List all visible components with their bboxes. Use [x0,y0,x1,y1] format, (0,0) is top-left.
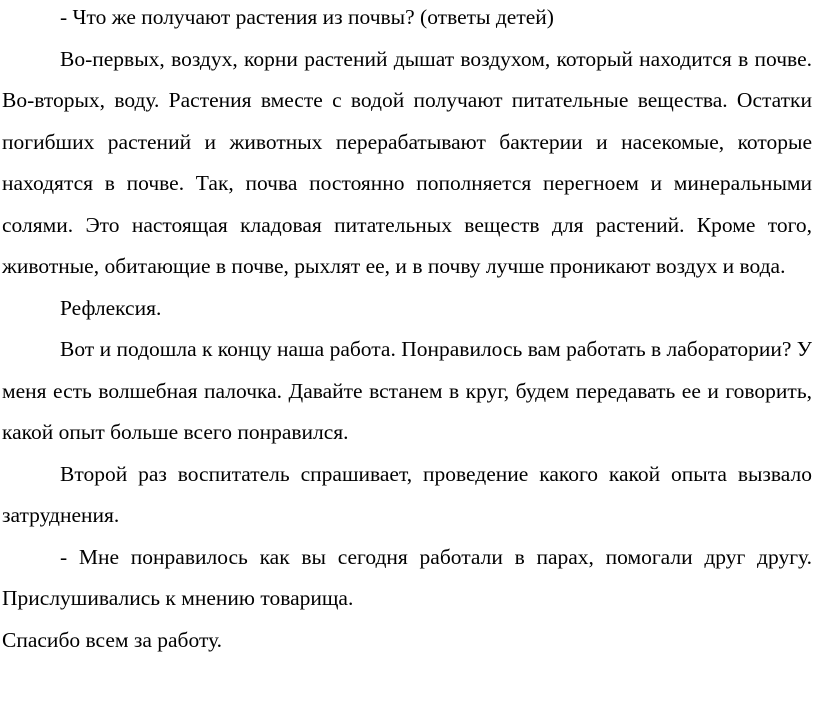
conclusion-paragraph: Вот и подошла к концу наша работа. Понравилось вам работать в лаборатории? У меня есть волшебная палочка. Давайте встанем в круг, будем передавать ее и говорить, какой опыт больше всего понравился. [2,337,812,444]
thanks-paragraph: Спасибо всем за работу. [2,627,223,652]
reflection-heading: Рефлексия. [60,295,162,320]
answer-paragraph: Во-первых, воздух, корни растений дышат воздухом, который находится в почве. Во-вторых, воду. Растения вместе с водой получают питательные вещества. Остатки погибших растений и животных перерабатывают бактерии и насекомые, которые находятся в почве. Так, почва постоянно пополняется перегноем и минеральными солями. Это настоящая кладовая питательных веществ для растений. Кроме того, животные, обитающие в почве, рыхлят ее, и в почву лучше проникают воздух и вода. [2,46,812,278]
praise-paragraph: - Мне понравилось как вы сегодня работали в парах, помогали друг другу. Прислушивались к мнению товарища. [2,544,812,610]
question-paragraph: - Что же получают растения из почвы? (ответы детей) [60,5,554,29]
second-question-paragraph: Второй раз воспитатель спрашивает, проведение какого какой опыта вызвало затруднения. [2,461,812,527]
